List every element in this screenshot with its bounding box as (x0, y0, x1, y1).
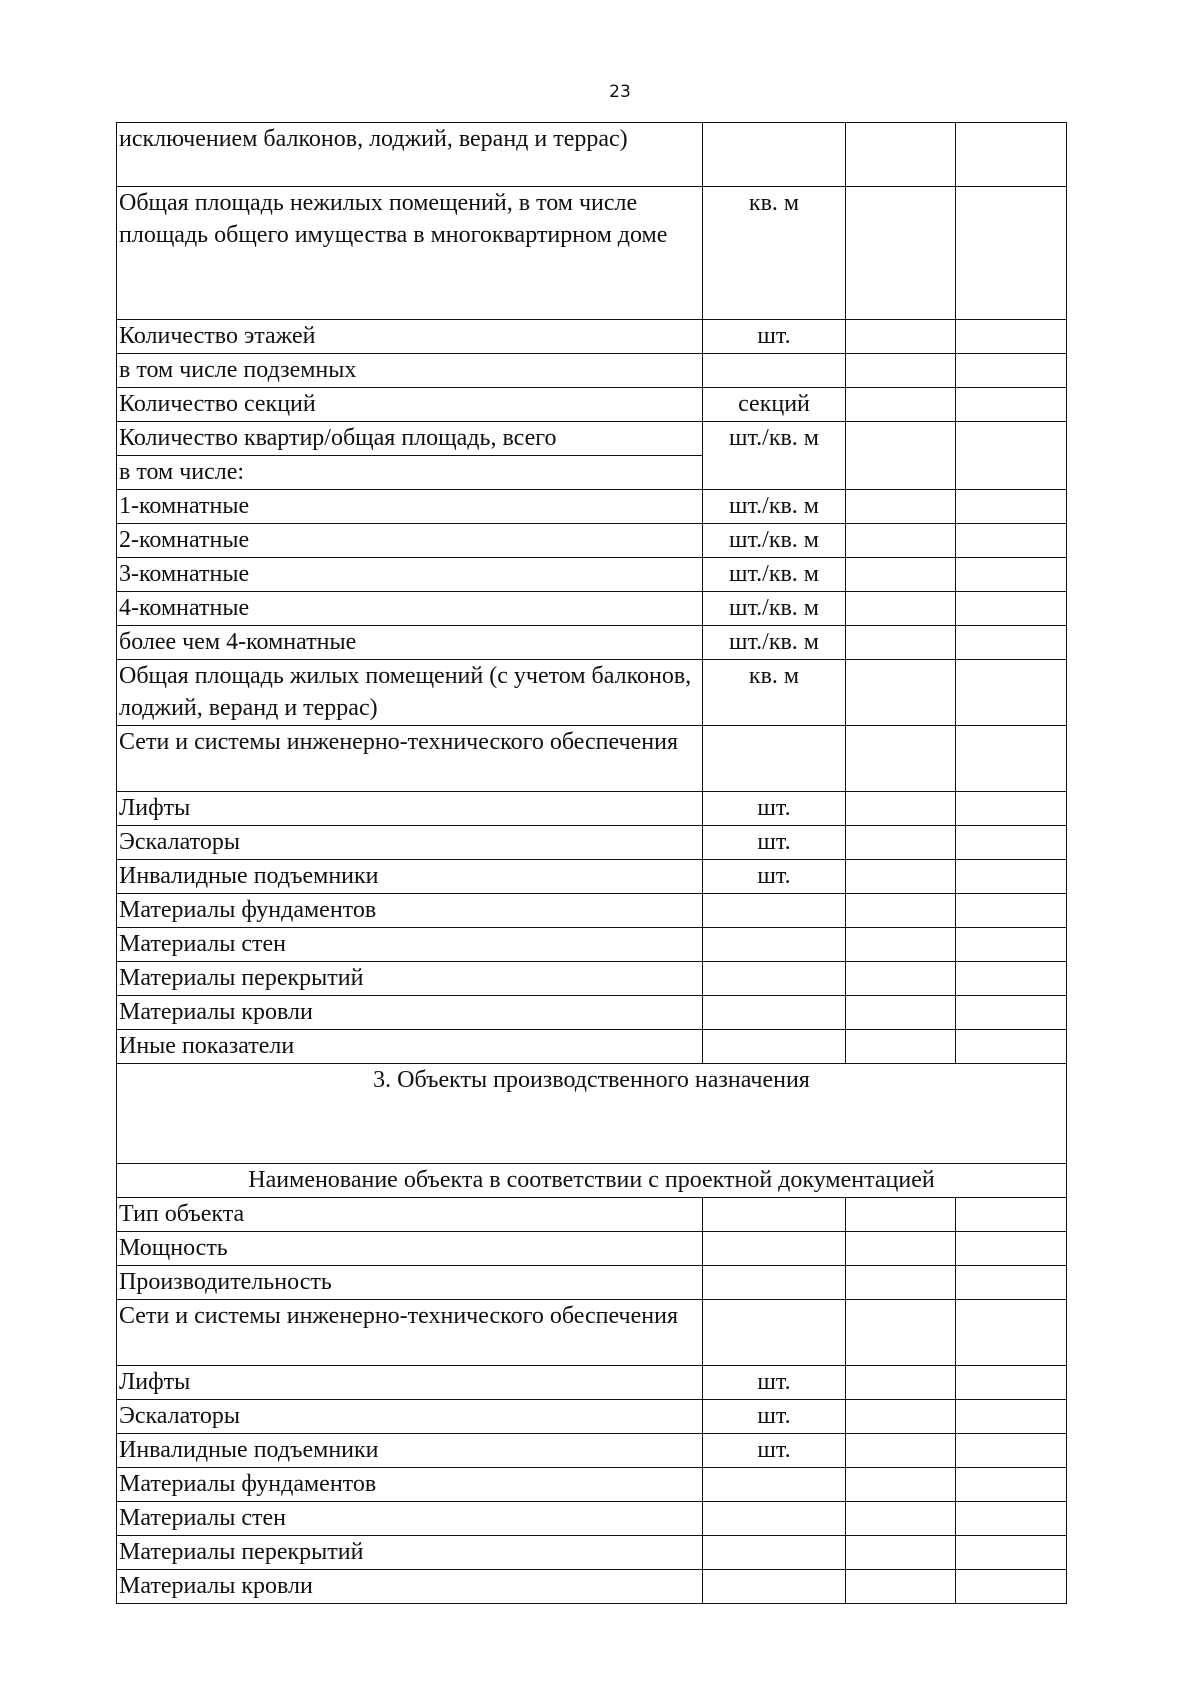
table-row (117, 1366, 1067, 1400)
table-row (117, 592, 1067, 626)
table-row (117, 894, 1067, 928)
row-label: Количество секций (117, 388, 703, 422)
row-unit (703, 894, 846, 928)
value-cell (846, 1400, 956, 1434)
value-cell (846, 1502, 956, 1536)
row-label: Инвалидные подъемники (117, 860, 703, 894)
indicators-table (116, 122, 1067, 1604)
row-label: Материалы кровли (117, 1570, 703, 1604)
value-cell (846, 490, 956, 524)
row-unit (703, 1536, 846, 1570)
value-cell (956, 626, 1067, 660)
table-row (117, 524, 1067, 558)
value-cell (956, 1502, 1067, 1536)
row-label: 3-комнатные (117, 558, 703, 592)
row-label: Лифты (117, 1366, 703, 1400)
table-row (117, 1198, 1067, 1232)
row-label: Инвалидные подъемники (117, 1434, 703, 1468)
value-cell (956, 1300, 1067, 1366)
section-title: 3. Объекты производственного назначения (117, 1064, 1067, 1164)
value-cell (956, 422, 1067, 490)
page-number: 23 (609, 82, 631, 102)
table-row (117, 187, 1067, 320)
row-unit: секций (703, 388, 846, 422)
table-row (117, 962, 1067, 996)
row-label: Материалы кровли (117, 996, 703, 1030)
row-unit (703, 726, 846, 792)
value-cell (846, 996, 956, 1030)
value-cell (956, 1536, 1067, 1570)
table-row (117, 626, 1067, 660)
value-cell (846, 388, 956, 422)
row-unit (703, 1570, 846, 1604)
row-label: Иные показатели (117, 1030, 703, 1064)
value-cell (846, 320, 956, 354)
row-label: Мощность (117, 1232, 703, 1266)
row-label: Количество этажей (117, 320, 703, 354)
value-cell (846, 1232, 956, 1266)
row-label: Общая площадь нежилых помещений, в том числе площадь общего имущества в многоквартирном доме (117, 187, 703, 320)
value-cell (846, 962, 956, 996)
value-cell (956, 187, 1067, 320)
row-label: Материалы фундаментов (117, 1468, 703, 1502)
row-unit (703, 1300, 846, 1366)
value-cell (956, 962, 1067, 996)
table-row (117, 996, 1067, 1030)
row-label: Тип объекта (117, 1198, 703, 1232)
row-unit: шт./кв. м (703, 524, 846, 558)
table-row (117, 1434, 1067, 1468)
row-unit: кв. м (703, 187, 846, 320)
row-unit (703, 962, 846, 996)
table-row (117, 558, 1067, 592)
row-label: в том числе подземных (117, 354, 703, 388)
table-row (117, 1502, 1067, 1536)
value-cell (846, 558, 956, 592)
row-unit (703, 928, 846, 962)
row-label: Лифты (117, 792, 703, 826)
value-cell (956, 320, 1067, 354)
row-label: Материалы фундаментов (117, 894, 703, 928)
row-unit: шт./кв. м (703, 626, 846, 660)
value-cell (846, 123, 956, 187)
row-unit (703, 1468, 846, 1502)
table-row (117, 1266, 1067, 1300)
row-label: 1-комнатные (117, 490, 703, 524)
row-label: Производительность (117, 1266, 703, 1300)
row-unit (703, 1198, 846, 1232)
table-row (117, 422, 1067, 456)
row-unit (703, 123, 846, 187)
value-cell (846, 1300, 956, 1366)
row-unit: шт./кв. м (703, 592, 846, 626)
table-row (117, 1468, 1067, 1502)
object-name-header: Наименование объекта в соответствии с проектной документацией (117, 1164, 1067, 1198)
value-cell (956, 592, 1067, 626)
value-cell (846, 1266, 956, 1300)
value-cell (956, 1266, 1067, 1300)
value-cell (956, 1570, 1067, 1604)
table-row (117, 826, 1067, 860)
row-unit: кв. м (703, 660, 846, 726)
value-cell (846, 1198, 956, 1232)
value-cell (846, 592, 956, 626)
row-unit: шт. (703, 1366, 846, 1400)
table-row (117, 354, 1067, 388)
value-cell (846, 1030, 956, 1064)
value-cell (956, 860, 1067, 894)
row-label: Эскалаторы (117, 1400, 703, 1434)
value-cell (956, 1468, 1067, 1502)
value-cell (956, 928, 1067, 962)
table-row (117, 660, 1067, 726)
value-cell (846, 626, 956, 660)
value-cell (846, 894, 956, 928)
value-cell (956, 1366, 1067, 1400)
value-cell (846, 1468, 956, 1502)
row-label: исключением балконов, лоджий, веранд и террас) (117, 123, 703, 187)
value-cell (846, 187, 956, 320)
row-unit: шт./кв. м (703, 422, 846, 490)
row-unit: шт./кв. м (703, 558, 846, 592)
table-row (117, 490, 1067, 524)
row-label: Материалы перекрытий (117, 962, 703, 996)
value-cell (956, 726, 1067, 792)
row-label: Сети и системы инженерно-технического обеспечения (117, 726, 703, 792)
row-unit: шт./кв. м (703, 490, 846, 524)
value-cell (956, 490, 1067, 524)
section-title-row (117, 1064, 1067, 1164)
table-row (117, 860, 1067, 894)
value-cell (846, 422, 956, 490)
row-label: Материалы стен (117, 1502, 703, 1536)
table-row (117, 792, 1067, 826)
value-cell (956, 660, 1067, 726)
value-cell (846, 826, 956, 860)
value-cell (956, 558, 1067, 592)
value-cell (956, 524, 1067, 558)
table-row (117, 1536, 1067, 1570)
row-unit: шт. (703, 860, 846, 894)
table-row (117, 726, 1067, 792)
row-unit (703, 1232, 846, 1266)
row-label: Материалы перекрытий (117, 1536, 703, 1570)
row-label: 2-комнатные (117, 524, 703, 558)
value-cell (956, 894, 1067, 928)
value-cell (956, 1434, 1067, 1468)
value-cell (846, 1536, 956, 1570)
table-row (117, 388, 1067, 422)
table-row (117, 320, 1067, 354)
table-row (117, 1570, 1067, 1604)
table-row (117, 1400, 1067, 1434)
row-unit: шт. (703, 826, 846, 860)
table-row (117, 1030, 1067, 1064)
value-cell (956, 123, 1067, 187)
row-label: Общая площадь жилых помещений (с учетом балконов, лоджий, веранд и террас) (117, 660, 703, 726)
row-label: Эскалаторы (117, 826, 703, 860)
value-cell (846, 354, 956, 388)
value-cell (846, 928, 956, 962)
value-cell (956, 996, 1067, 1030)
value-cell (846, 1366, 956, 1400)
value-cell (846, 1434, 956, 1468)
row-label: 4-комнатные (117, 592, 703, 626)
row-label: в том числе: (117, 456, 703, 490)
value-cell (846, 726, 956, 792)
row-unit: шт. (703, 320, 846, 354)
value-cell (956, 1400, 1067, 1434)
row-unit (703, 996, 846, 1030)
row-label: более чем 4-комнатные (117, 626, 703, 660)
value-cell (846, 524, 956, 558)
name-header-row (117, 1164, 1067, 1198)
row-unit: шт. (703, 1400, 846, 1434)
row-unit (703, 1030, 846, 1064)
row-label: Сети и системы инженерно-технического обеспечения (117, 1300, 703, 1366)
table-row (117, 123, 1067, 187)
row-label: Количество квартир/общая площадь, всего (117, 422, 703, 456)
row-unit: шт. (703, 1434, 846, 1468)
value-cell (846, 792, 956, 826)
value-cell (846, 660, 956, 726)
value-cell (956, 826, 1067, 860)
table-row (117, 928, 1067, 962)
table-row (117, 1232, 1067, 1266)
value-cell (956, 388, 1067, 422)
value-cell (956, 1198, 1067, 1232)
value-cell (956, 1232, 1067, 1266)
row-unit: шт. (703, 792, 846, 826)
value-cell (956, 1030, 1067, 1064)
value-cell (956, 354, 1067, 388)
value-cell (956, 792, 1067, 826)
row-unit (703, 1502, 846, 1536)
value-cell (846, 1570, 956, 1604)
value-cell (846, 860, 956, 894)
row-label: Материалы стен (117, 928, 703, 962)
row-unit (703, 1266, 846, 1300)
table-row (117, 1300, 1067, 1366)
row-unit (703, 354, 846, 388)
